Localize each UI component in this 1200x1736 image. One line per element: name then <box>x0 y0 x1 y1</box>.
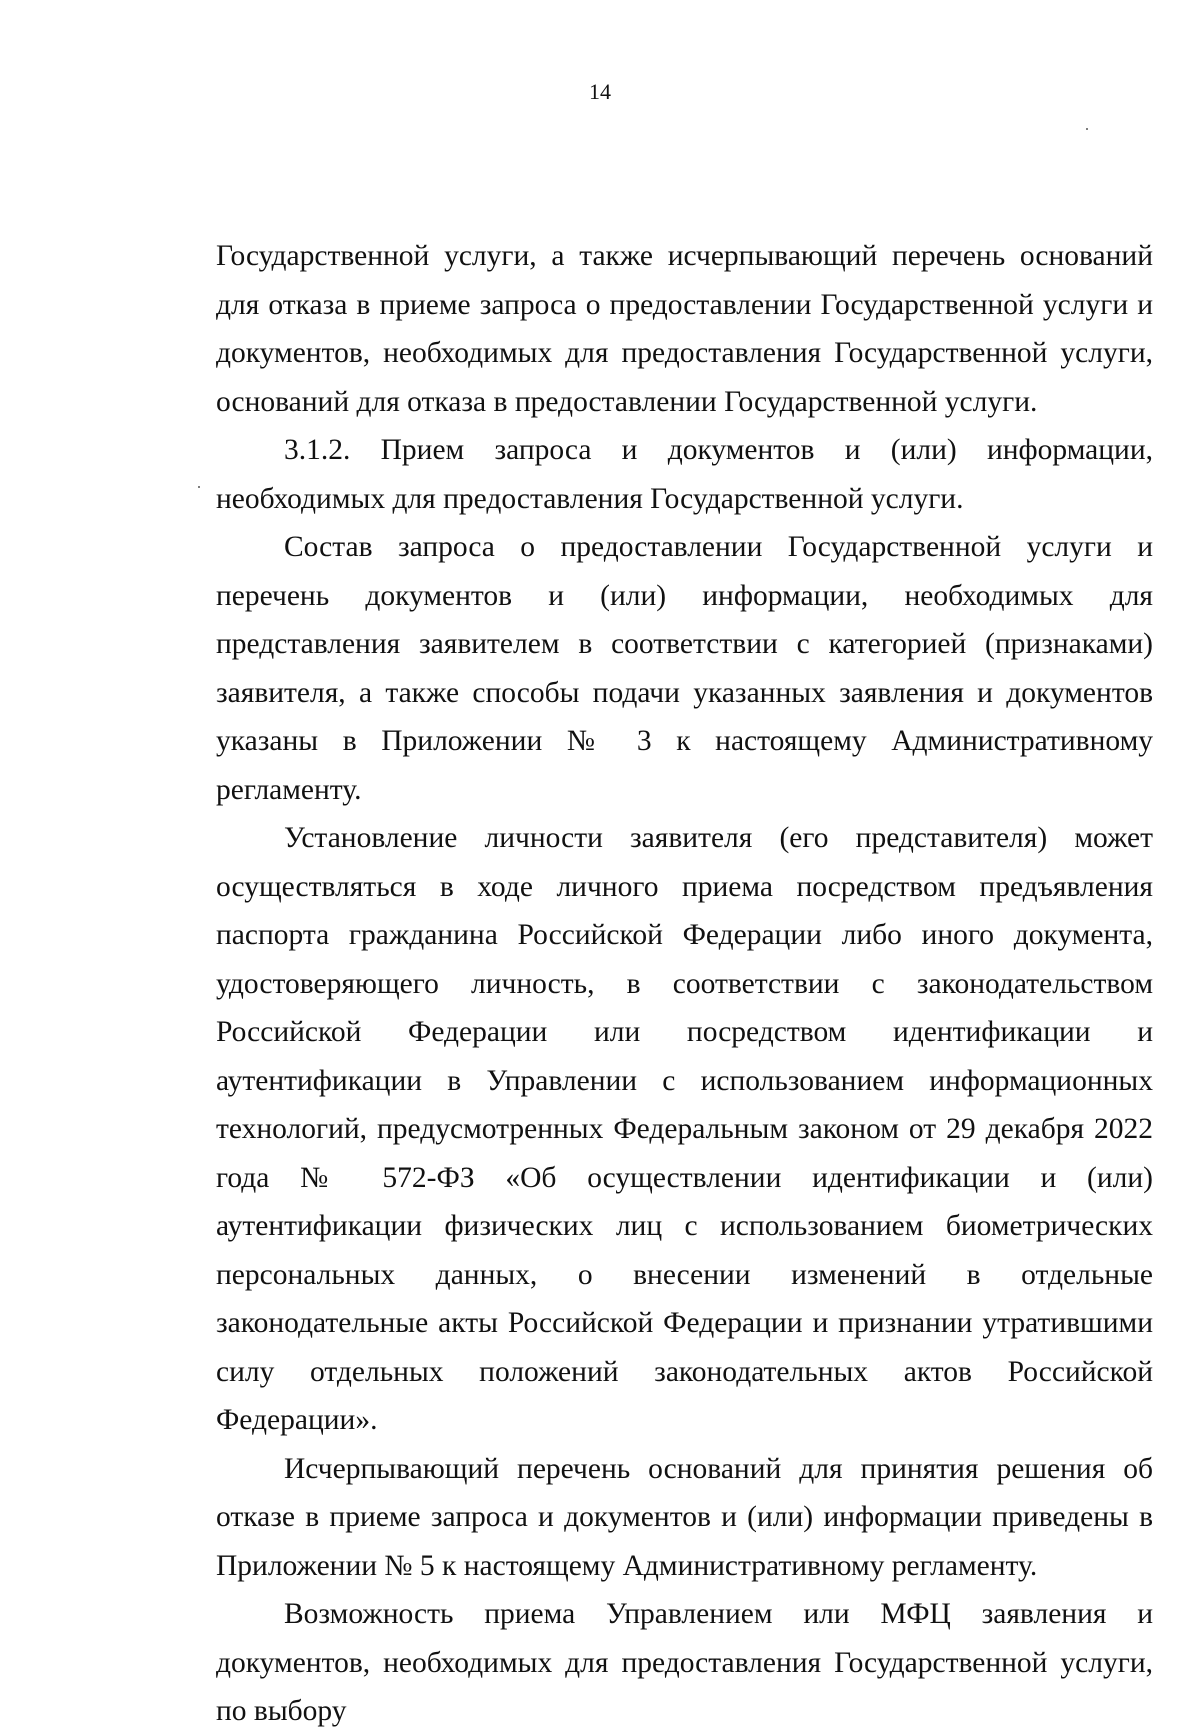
paragraph-refusal-grounds-list: Исчерпывающий перечень оснований для принятия решения об отказе в приеме запроса и документов и (или) информации приведены в Приложении № 5 к настоящему Административному регламенту. <box>216 1452 1153 1582</box>
paragraph-request-composition: Состав запроса о предоставлении Государственной услуги и перечень документов и (или) информации, необходимых для представления заявителем в соответствии с категорией (признаками) заявителя, а также способы подачи указанных заявления и документов указаны в Приложении № 3 к настоящему Административному регламенту. <box>216 531 1153 806</box>
document-body <box>216 232 1153 1736</box>
page-number: 14 <box>589 79 611 104</box>
paragraph-identity-verification: Установление личности заявителя (его представителя) может осуществляться в ходе личного приема посредством предъявления паспорта гражданина Российской Федерации либо иного документа, удостоверяющего личность, в соответствии с законодательством Российской Федерации или посредством идентификации и аутентификации в Управлении с использованием информационных технологий, предусмотренных Федеральным законом от 29 декабря 2022 года № 572-ФЗ «Об осуществлении идентификации и (или) аутентификации физических лиц с использованием биометрических персональных данных, о внесении изменений в отдельные законодательные акты Российской Федерации и признании утратившими силу отдельных положений законодательных актов Российской Федерации». <box>216 822 1153 1436</box>
paragraph-reception-possibility: Возможность приема Управлением или МФЦ заявления и документов, необходимых для предоставления Государственной услуги, по выбору <box>216 1598 1153 1727</box>
scan-speck <box>198 486 200 488</box>
paragraph-services-refusal-grounds: Государственной услуги, а также исчерпывающий перечень оснований для отказа в приеме запроса о предоставлении Государственной услуги и документов, необходимых для предоставления Государственной услуги, оснований для отказа в предоставлении Государственной услуги. <box>216 240 1153 418</box>
scan-speck <box>1086 128 1088 130</box>
paragraph-section-3-1-2: 3.1.2. Прием запроса и документов и (или) информации, необходимых для предоставления Государственной услуги. <box>216 434 1153 515</box>
